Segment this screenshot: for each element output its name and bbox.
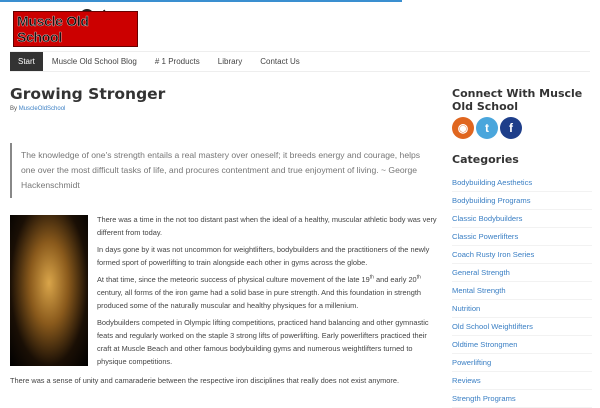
paragraph bbox=[97, 273, 437, 312]
category-link[interactable]: Reviews bbox=[452, 372, 592, 390]
category-link[interactable]: Strength Programs bbox=[452, 390, 592, 408]
paragraph: There was a time in the not too distant past when the ideal of a healthy, muscular athletic body was very different from today. bbox=[97, 215, 437, 237]
categories-widget bbox=[452, 153, 592, 408]
category-link[interactable]: Mental Strength bbox=[452, 282, 592, 300]
nav-start[interactable]: Start bbox=[10, 52, 43, 71]
facebook-icon[interactable]: f bbox=[500, 117, 522, 139]
category-link[interactable]: Oldtime Strongmen bbox=[452, 336, 592, 354]
text: At that time, since the meteoric success of physical culture movement of the late 19 bbox=[97, 275, 370, 284]
main-nav bbox=[10, 51, 590, 72]
byline bbox=[10, 106, 65, 112]
nav-contact[interactable]: Contact Us bbox=[260, 57, 300, 66]
text: and early 20 bbox=[373, 275, 417, 284]
page-title: Growing Stronger bbox=[10, 85, 166, 103]
category-link[interactable]: Bodybuilding Programs bbox=[452, 192, 592, 210]
superscript: th bbox=[416, 274, 421, 281]
category-link[interactable]: Bodybuilding Aesthetics bbox=[452, 174, 592, 192]
bodybuilder-photo bbox=[10, 215, 88, 366]
post-body bbox=[97, 213, 437, 372]
categories-list bbox=[452, 174, 592, 408]
category-link[interactable]: Powerlifting bbox=[452, 354, 592, 372]
category-link[interactable]: Coach Rusty Iron Series bbox=[452, 246, 592, 264]
connect-heading: Connect With Muscle Old School bbox=[452, 87, 583, 113]
paragraph: Bodybuilders competed in Olympic lifting competitions, practiced hand balancing and other gymnastic feats and regularly worked on the staple 3 strong lifts of powerlifting. Early powerlifters practiced their craft at Muscle Beach and other famous bodybuilding gyms and numerous weightlifters turned to physique competitions. bbox=[97, 318, 429, 366]
categories-heading: Categories bbox=[452, 153, 519, 166]
paragraph: In days gone by it was not uncommon for weightlifters, bodybuilders and the practitioners of the newly formed sport of powerlifting to train alongside each other in gyms across the globe. bbox=[97, 245, 430, 267]
category-link[interactable]: Old School Weightlifters bbox=[452, 318, 592, 336]
category-link[interactable]: Nutrition bbox=[452, 300, 592, 318]
rss-icon[interactable]: ◉ bbox=[452, 117, 474, 139]
social-icons bbox=[452, 117, 592, 139]
twitter-icon[interactable]: t bbox=[476, 117, 498, 139]
quote: The knowledge of one's strength entails a real mastery over oneself; it breeds energy and courage, helps one over the most difficult tasks of life, and procures contentment and true enjoyment of living. ~ George Hackenschmidt bbox=[10, 143, 430, 198]
nav-blog[interactable]: Muscle Old School Blog bbox=[51, 57, 137, 66]
by-label: By bbox=[10, 106, 18, 112]
paragraph: There was a sense of unity and camaraderie between the respective iron disciplines that really does not exist anymore. bbox=[10, 376, 400, 385]
site-logo[interactable] bbox=[12, 2, 138, 49]
sidebar bbox=[452, 87, 592, 408]
logo-text: Muscle Old School bbox=[13, 11, 138, 47]
category-link[interactable]: Classic Powerlifters bbox=[452, 228, 592, 246]
category-link[interactable]: Classic Bodybuilders bbox=[452, 210, 592, 228]
nav-library[interactable]: Library bbox=[217, 57, 243, 66]
text: century, all forms of the iron game had a solid base in pure strength. And this foundation in strength produced some of the naturally muscular and healthy physiques for a millenium. bbox=[97, 288, 422, 310]
category-link[interactable]: General Strength bbox=[452, 264, 592, 282]
author-link[interactable]: MuscleOldSchool bbox=[18, 106, 66, 112]
superscript: th bbox=[369, 274, 374, 281]
nav-products[interactable]: # 1 Products bbox=[154, 57, 200, 66]
